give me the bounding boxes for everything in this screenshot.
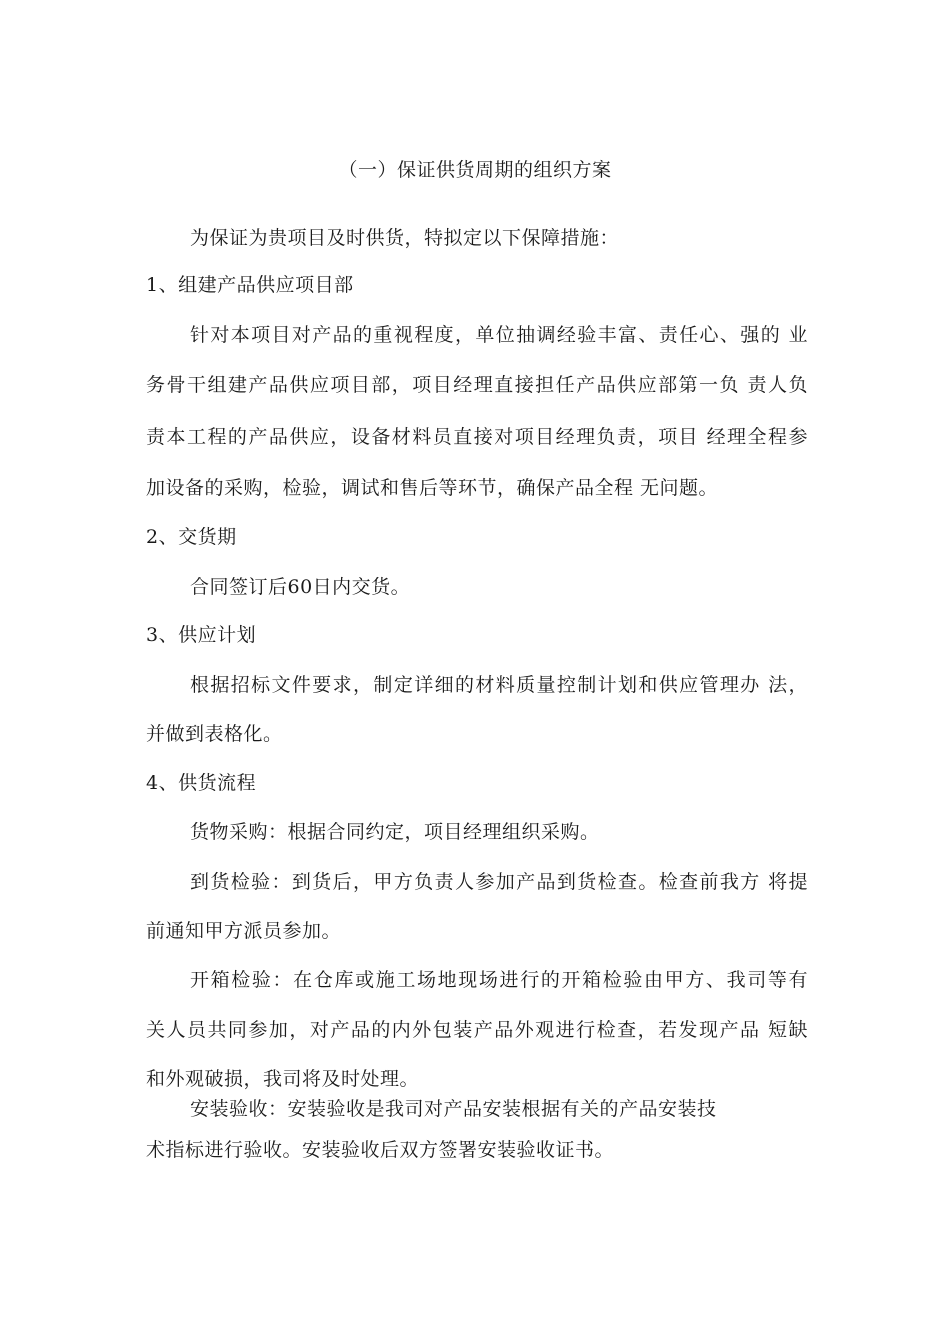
- section-heading-1: 1、组建产品供应项目部: [146, 274, 354, 296]
- section-4-line-2: 到货检验：到货后，甲方负责人参加产品到货检查。检查前我方 将提: [190, 871, 808, 893]
- section-heading-4: 4、供货流程: [146, 772, 257, 794]
- section-3-line-1: 根据招标文件要求，制定详细的材料质量控制计划和供应管理办 法，: [190, 674, 808, 696]
- section-4-line-4: 开箱检验：在仓库或施工场地现场进行的开箱检验由甲方、我司等有: [190, 969, 808, 991]
- section-4-line-8: 术指标进行验收。安装验收后双方签署安装验收证书。: [146, 1139, 615, 1161]
- section-heading-3: 3、供应计划: [146, 624, 257, 646]
- section-2-line-1: 合同签订后60日内交货。: [190, 576, 411, 598]
- section-heading-2: 2、交货期: [146, 526, 237, 548]
- section-3-line-2: 并做到表格化。: [146, 723, 283, 745]
- section-1-line-4: 加设备的采购，检验，调试和售后等环节，确保产品全程 无问题。: [146, 477, 719, 499]
- intro-paragraph: 为保证为贵项目及时供货，特拟定以下保障措施：: [190, 227, 620, 249]
- section-4-line-6: 和外观破损，我司将及时处理。: [146, 1068, 420, 1090]
- section-1-line-1: 针对本项目对产品的重视程度，单位抽调经验丰富、责任心、强的 业: [190, 324, 808, 346]
- section-1-line-2: 务骨干组建产品供应项目部，项目经理直接担任产品供应部第一负 责人负: [146, 374, 808, 396]
- section-4-line-5: 关人员共同参加，对产品的内外包装产品外观进行检查，若发现产品 短缺: [146, 1019, 808, 1041]
- section-4-line-1: 货物采购：根据合同约定，项目经理组织采购。: [190, 821, 600, 843]
- section-1-line-3: 责本工程的产品供应，设备材料员直接对项目经理负责，项目 经理全程参: [146, 426, 808, 448]
- document-title: （一）保证供货周期的组织方案: [338, 159, 612, 181]
- section-4-line-7: 安装验收：安装验收是我司对产品安装根据有关的产品安装技: [190, 1098, 717, 1120]
- section-4-line-3: 前通知甲方派员参加。: [146, 920, 342, 942]
